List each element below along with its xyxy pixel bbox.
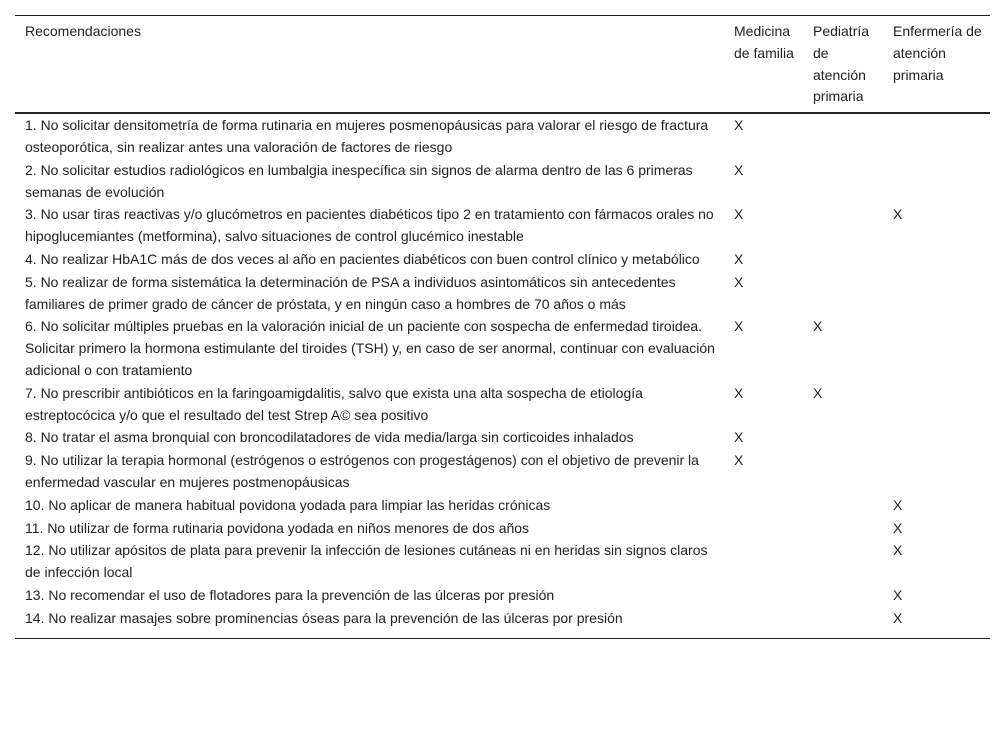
pediatria-mark [807, 584, 885, 607]
table-row [15, 426, 990, 449]
enfermeria-mark [885, 449, 990, 494]
pediatria-mark [807, 113, 885, 159]
enfermeria-mark [885, 248, 990, 271]
recommendation-text: 14. No realizar masajes sobre prominencias óseas para la prevención de las úlceras por presión [25, 609, 623, 626]
table-row [15, 382, 990, 427]
header-pediatria: Pediatría de atención primaria [807, 16, 885, 114]
enfermeria-mark: X [893, 609, 903, 626]
table-row [15, 203, 990, 248]
recommendation-text: 5. No realizar de forma sistemática la determinación de PSA a individuos asintomáticos sin antecedentes familiares de primer grado de cáncer de próstata, y en ningún caso a hombres de 70 años o más [25, 273, 676, 312]
medicina-familia-mark: X [734, 452, 744, 469]
pediatria-mark: X [813, 318, 823, 335]
table-row [15, 315, 990, 381]
pediatria-mark [807, 517, 885, 540]
enfermeria-mark: X [893, 586, 903, 603]
recommendation-text: 1. No solicitar densitometría de forma rutinaria en mujeres posmenopáusicas para valorar el riesgo de fractura osteoporótica, sin realizar antes una valoración de factores de riesgo [25, 117, 709, 155]
pediatria-mark [807, 271, 885, 316]
recommendation-text: 3. No usar tiras reactivas y/o glucómetros en pacientes diabéticos tipo 2 en tratamiento con fármacos orales no hipoglucemiantes (metformina), salvo situaciones de control glucémico inestable [25, 206, 714, 245]
header-medicina-familia: Medicina de familia [724, 16, 807, 114]
recommendation-text: 11. No utilizar de forma rutinaria povidona yodada en niños menores de dos años [25, 519, 530, 536]
recommendations-table [15, 15, 990, 639]
medicina-familia-mark: X [734, 206, 744, 223]
recommendation-text: 9. No utilizar la terapia hormonal (estrógenos o estrógenos con progestágenos) con el objetivo de prevenir la enfermedad vascular en mujeres postmenopáusicas [25, 452, 699, 490]
recommendation-text: 8. No tratar el asma bronquial con broncodilatadores de vida media/larga sin corticoides inhalados [25, 429, 634, 446]
recommendation-text: 6. No solicitar múltiples pruebas en la valoración inicial de un paciente con sospecha de enfermedad tiroidea. Solicitar primero la hormona estimulante del tiroides (TSH) y, en caso de ser anormal, continuar con evaluación adicional o con tratamiento [25, 318, 715, 378]
medicina-familia-mark: X [734, 161, 744, 178]
enfermeria-mark [885, 159, 990, 204]
table-row [15, 449, 990, 494]
pediatria-mark: X [813, 384, 823, 401]
recommendation-text: 10. No aplicar de manera habitual povidona yodada para limpiar las heridas crónicas [25, 496, 551, 513]
pediatria-mark [807, 248, 885, 271]
table-row [15, 517, 990, 540]
recommendation-text: 7. No prescribir antibióticos en la faringoamigdalitis, salvo que exista una alta sospecha de etiología estreptocócica y/o que el resultado del test Strep A© sea positivo [25, 384, 643, 423]
table-row [15, 113, 990, 159]
pediatria-mark [807, 159, 885, 204]
pediatria-mark [807, 449, 885, 494]
enfermeria-mark [885, 271, 990, 316]
pediatria-mark [807, 494, 885, 517]
table-body [15, 113, 990, 638]
enfermeria-mark: X [893, 519, 903, 536]
enfermeria-mark: X [893, 496, 903, 513]
recommendation-text: 2. No solicitar estudios radiológicos en lumbalgia inespecífica sin signos de alarma dentro de las 6 primeras semanas de evolución [25, 161, 693, 200]
pediatria-mark [807, 426, 885, 449]
table-row [15, 584, 990, 607]
header-enfermeria: Enfermería de atención primaria [885, 16, 990, 114]
recommendation-text: 12. No utilizar apósitos de plata para prevenir la infección de lesiones cutáneas ni en heridas sin signos claros de infección local [25, 542, 708, 581]
enfermeria-mark [885, 315, 990, 381]
header-row [15, 16, 990, 114]
medicina-familia-mark: X [734, 273, 744, 290]
enfermeria-mark [885, 113, 990, 159]
medicina-familia-mark [724, 607, 807, 638]
pediatria-mark [807, 607, 885, 638]
medicina-familia-mark: X [734, 318, 744, 335]
enfermeria-mark [885, 426, 990, 449]
medicina-familia-mark [724, 517, 807, 540]
table-row [15, 494, 990, 517]
medicina-familia-mark: X [734, 117, 744, 134]
table-row [15, 271, 990, 316]
medicina-familia-mark [724, 584, 807, 607]
medicina-familia-mark [724, 494, 807, 517]
enfermeria-mark: X [893, 206, 903, 223]
enfermeria-mark: X [893, 542, 903, 559]
medicina-familia-mark: X [734, 384, 744, 401]
pediatria-mark [807, 539, 885, 584]
medicina-familia-mark: X [734, 250, 744, 267]
enfermeria-mark [885, 382, 990, 427]
recommendation-text: 13. No recomendar el uso de flotadores para la prevención de las úlceras por presión [25, 586, 555, 603]
table-row [15, 607, 990, 638]
medicina-familia-mark: X [734, 429, 744, 446]
recommendation-text: 4. No realizar HbA1C más de dos veces al año en pacientes diabéticos con buen control clínico y metabólico [25, 250, 700, 267]
pediatria-mark [807, 203, 885, 248]
header-recomendaciones: Recomendaciones [15, 16, 724, 114]
table-row [15, 248, 990, 271]
medicina-familia-mark [724, 539, 807, 584]
table-row [15, 159, 990, 204]
table-row [15, 539, 990, 584]
